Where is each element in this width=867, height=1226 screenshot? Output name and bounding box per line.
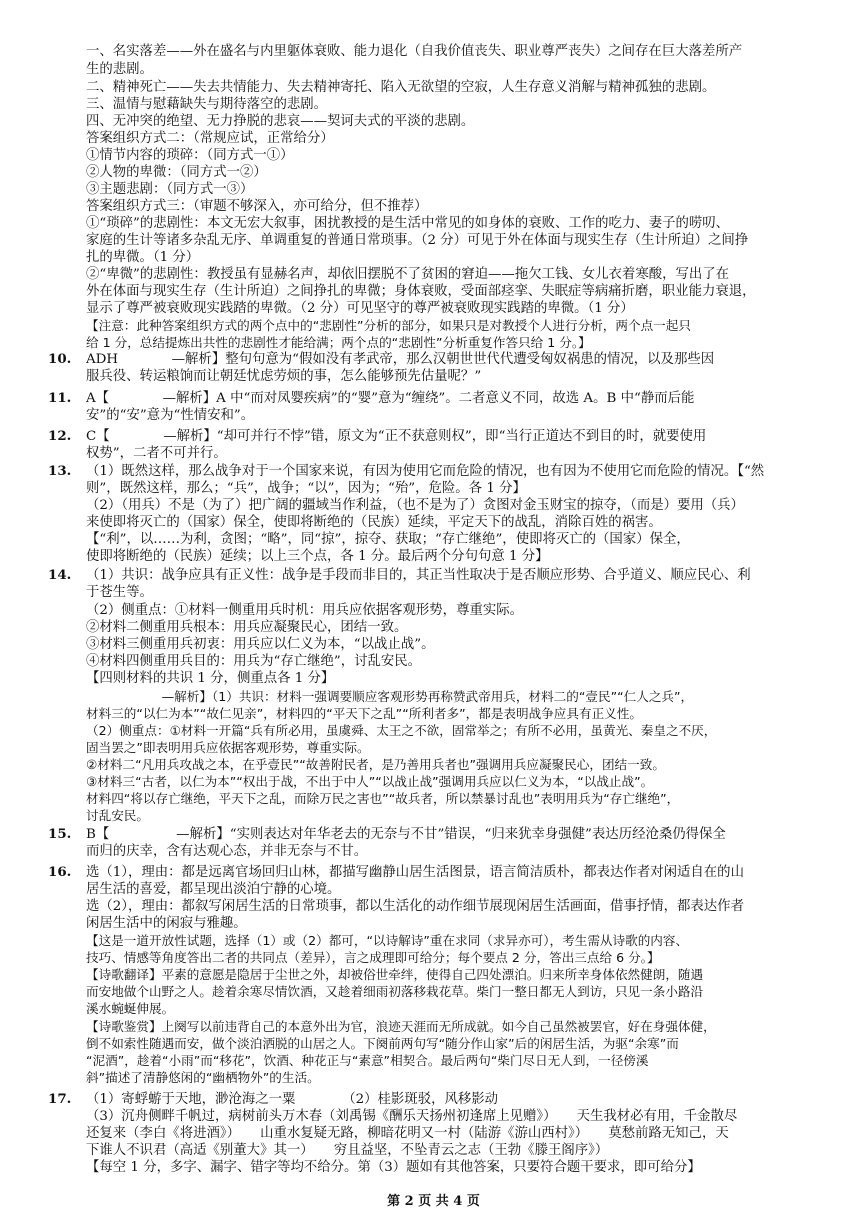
note-line: —解析】（1）共识：材料一强调要顺应客观形势再称赞武帝用兵，材料二的“壹民”“仁人之兵”， xyxy=(86,689,694,704)
text-line: 答案组织方式二：（常规应试，正常给分） xyxy=(86,131,334,146)
question-number: 14. xyxy=(48,567,72,583)
text-line: ①“琐碎”的悲剧性：本文无宏大叙事，困扰教授的是生活中常见的如身体的衰败、工作的吃力、妻子的唠叨、 xyxy=(86,216,730,231)
text-line: ③材料三侧重用兵初衷：用兵应以仁义为本，“以战止战”。 xyxy=(86,637,435,652)
text-line: 来使即将灭亡的（国家）保全，使即将断绝的（民族）延续，平定天下的战乱，消除百姓的祸害。 xyxy=(86,515,662,530)
note-line: 倒不如索性随遇而安，做个淡泊洒脱的山居之人。下阕前两句写“随分作山家”后的闲居生活，为驱“余寒”而 xyxy=(86,1036,679,1051)
text-line: 四、无冲突的绝望、无力挣脱的悲哀——契诃夫式的平淡的悲剧。 xyxy=(86,114,475,129)
text-line: ④材料四侧重用兵目的：用兵为“存亡继绝”，讨乱安民。 xyxy=(86,654,422,669)
text-line: 于苍生等。 xyxy=(86,585,153,600)
question-number: 11. xyxy=(48,390,72,406)
note-line: 【这是一道开放性试题，选择（1）或（2）都可，“以诗解诗”重在求同（求异亦可），考生需从诗歌的内容、 xyxy=(86,933,689,948)
note-line: 固当罢之”即表明用兵应依据客观形势，尊重实际。 xyxy=(86,740,370,755)
text-line: 选（2），理由：都叙写闲居生活的日常琐事，都以生活化的动作细节展现闲居生活画面，借事抒情，都表达作者 xyxy=(86,899,744,914)
note-line: 给 1 分，总结提炼出共性的悲剧性才能给满；两个点的“悲剧性”分析重复作答只给 1 分。】 xyxy=(86,335,591,350)
text-line: 显示了尊严被衰败现实践踏的卑微。（2 分）可见坚守的尊严被衰败现实践踏的卑微。（1 分） xyxy=(86,301,634,316)
text-line: 外在体面与现实生存（生计所迫）之间挣扎的卑微；身体衰败，受面部痉挛、失眠症等病痛折磨，职业能力衰退， xyxy=(86,284,756,299)
page-footer: 第 2 页 共 4 页 xyxy=(387,1194,480,1209)
note-line: 溪水蜿蜒伸展。 xyxy=(86,1001,175,1016)
text-line: 生的悲剧。 xyxy=(86,62,153,77)
question-number: 13. xyxy=(48,463,72,479)
text-line: 选（1），理由：都是远离官场回归山林，都描写幽静山居生活图景，语言简洁质朴，都表达作者对闲适自在的山 xyxy=(86,865,744,880)
text-line: （3）沉舟侧畔千帆过，病树前头万木春（刘禹锡《酬乐天扬州初逢席上见赠》） 天生我材必有用，千金散尽 xyxy=(86,1109,738,1124)
text-line: 闲居生活中的闲寂与雅趣。 xyxy=(86,916,247,931)
text-line: 【四则材料的共识 1 分，侧重点各 1 分】 xyxy=(86,671,335,686)
question-number: 16. xyxy=(48,864,72,880)
text-line: （1）既然这样，那么战争对于一个国家来说，有因为使用它而危险的情况，也有因为不使用它而危险的情况。【“然 xyxy=(86,464,765,479)
note-line: ②材料二“凡用兵攻战之本，在乎壹民”“故善附民者，是乃善用兵者也”强调用兵应凝聚民心，团结一致。 xyxy=(86,757,665,772)
note-line: 材料四“将以存亡继绝，平天下之乱，而除万民之害也”“故兵者，所以禁暴讨乱也”表明用兵为“存亡继绝”， xyxy=(86,791,680,806)
text-line: 则”，既然这样，那么；“兵”，战争；“以”，因为；“殆”，危险。各 1 分】 xyxy=(86,481,526,496)
text-line: 扎的卑微。（1 分） xyxy=(86,250,200,265)
note-line: ③材料三“古者，以仁为本”“权出于战，不出于中人”“以战止战”强调用兵应以仁义为本，“以战止战”。 xyxy=(86,774,654,789)
note-line: 材料三的“以仁为本”“故仁见亲”，材料四的“平天下之乱”“所利者多”，都是表明战争应具有正义性。 xyxy=(86,706,642,721)
text-line: 还复来（李白《将进酒》） 山重水复疑无路，柳暗花明又一村（陆游《游山西村》） 莫愁前路无知己，天 xyxy=(86,1126,729,1141)
note-line: 【诗歌鉴赏】上阕写以前违背自己的本意外出为官，浪迹天涯而无所成就。如今自己虽然被罢官，好在身强体健， xyxy=(86,1019,716,1034)
question-number: 17. xyxy=(48,1091,72,1107)
text-line: 答案组织方式三：（审题不够深入，亦可给分，但不推荐） xyxy=(86,199,428,214)
text-line: ②“卑微”的悲剧性：教授虽有显赫名声，却依旧摆脱不了贫困的窘迫——拖欠工钱、女儿衣着寒酸，写出了在 xyxy=(86,267,730,282)
note-line: 而安地做个山野之人。趁着余寒尽情饮酒，又趁着细雨初落移栽花草。柴门一整日都无人到访，只见一条小路沿 xyxy=(86,984,704,999)
text-line: （1）共识：战争应具有正义性：战争是手段而非目的，其正当性取决于是否顺应形势、合乎道义、顺应民心、利 xyxy=(86,568,751,583)
note-line: 讨乱安民。 xyxy=(86,808,149,823)
text-line: 居生活的喜爱，都呈现出淡泊宁静的心境。 xyxy=(86,882,341,897)
text-line: （1）寄蜉蝣于天地，渺沧海之一粟 （2）桂影斑驳，风移影动 xyxy=(86,1092,499,1107)
text-line: ②材料二侧重用兵根本：用兵应凝聚民心，团结一致。 xyxy=(86,620,408,635)
note-line: 技巧、情感等角度答出二者的共同点（差异），言之成理即可给分；每个要点 2 分，答出三点给 6 分。】 xyxy=(86,950,660,965)
text-line: 安”的“安”意为“性情安和”。 xyxy=(86,408,255,423)
text-line: ②人物的卑微：（同方式一②） xyxy=(86,165,267,180)
text-line: 而归的庆幸，含有达观心态，并非无奈与不甘。 xyxy=(86,844,368,859)
note-line: “泥酒”，趁着“小雨”而“移花”，饮酒、种花正与“素意”相契合。最后两句“柴门尽日无人到，一径傍溪 xyxy=(86,1053,649,1068)
text-line: 二、精神死亡——失去共情能力、失去精神寄托、陷入无欲望的空寂，人生存意义消解与精神孤独的悲剧。 xyxy=(86,80,716,95)
note-line: 【注意：此种答案组织方式的两个点中的“悲剧性”分析的部分，如果只是对教授个人进行分析，两个点一起只 xyxy=(86,318,691,333)
note-line: 【诗歌翻译】平素的意愿是隐居于尘世之外，却被俗世牵绊，使得自己四处漂泊。归来所幸身体依然健朗，随遇 xyxy=(86,967,704,982)
text-line: A【 —解析】A 中“而对凤婴疾病”的“婴”意为“缠绕”。二者意义不同，故选 A。B 中“静而后能 xyxy=(86,391,695,406)
text-line: B【 —解析】“实则表达对年华老去的无奈与不甘”错误，“归来犹幸身强健”表达历经沧桑仍得保全 xyxy=(86,827,726,842)
text-line: 一、名实落差——外在盛名与内里躯体衰败、能力退化（自我价值丧失、职业尊严丧失）之间存在巨大落差所产 xyxy=(86,44,743,59)
text-line: ①情节内容的琐碎：（同方式一①） xyxy=(86,148,294,163)
text-line: 【每空 1 分，多字、漏字、错字等均不给分。第（3）题如有其他答案，只要符合题干要求，即可给分】 xyxy=(86,1160,701,1175)
text-line: 使即将断绝的（民族）延续；以上三个点，各 1 分。最后两个分句句意 1 分】 xyxy=(86,549,549,564)
text-line: 【“利”，以……为利，贪图；“略”，同“掠”，掠夺、获取；“存亡继绝”，使即将灭亡的（国家）保全， xyxy=(86,532,690,547)
text-line: 下谁人不识君（高适《别董大》其一） 穷且益坚，不坠青云之志（王勃《滕王阁序》） xyxy=(86,1143,609,1158)
question-number: 10. xyxy=(48,351,72,367)
text-line: 家庭的生计等诸多杂乱无序、单调重复的普通日常琐事。（2 分）可见于外在体面与现实生存（生计所迫）之间挣 xyxy=(86,233,749,248)
text-line: 三、温情与慰藉缺失与期待落空的悲剧。 xyxy=(86,97,328,112)
note-line: （2）侧重点：①材料一开篇“兵有所必用，虽虞舜、太王之不欲，固常举之；有所不必用，虽黄光、秦皇之不厌， xyxy=(86,723,717,738)
question-number: 15. xyxy=(48,826,72,842)
text-line: （2）（用兵）不是（为了）把广阔的疆域当作利益，（也不是为了）贪图对金玉财宝的掠夺，（而是）要用（兵） xyxy=(86,498,744,513)
text-line: C【 —解析】“却可并行不悖”错，原文为“正不获意则权”，即“当行正道达不到目的时，就要使用 xyxy=(86,429,707,444)
text-line: 权势”，二者不可并行。 xyxy=(86,446,227,461)
question-number: 12. xyxy=(48,428,72,444)
text-line: ADH —解析】整句句意为“假如没有孝武帝，那么汉朝世世代代遭受匈奴祸患的情况，以及那些因 xyxy=(86,352,715,367)
text-line: （2）侧重点：①材料一侧重用兵时机：用兵应依据客观形势，尊重实际。 xyxy=(86,603,524,618)
text-line: ③主题悲剧：（同方式一③） xyxy=(86,182,254,197)
text-line: 服兵役、转运粮饷而让朝廷忧虑劳烦的事，怎么能够预先估量呢？” xyxy=(86,369,482,384)
note-line: 斜”描述了清静悠闲的“幽栖物外”的生活。 xyxy=(86,1070,320,1085)
